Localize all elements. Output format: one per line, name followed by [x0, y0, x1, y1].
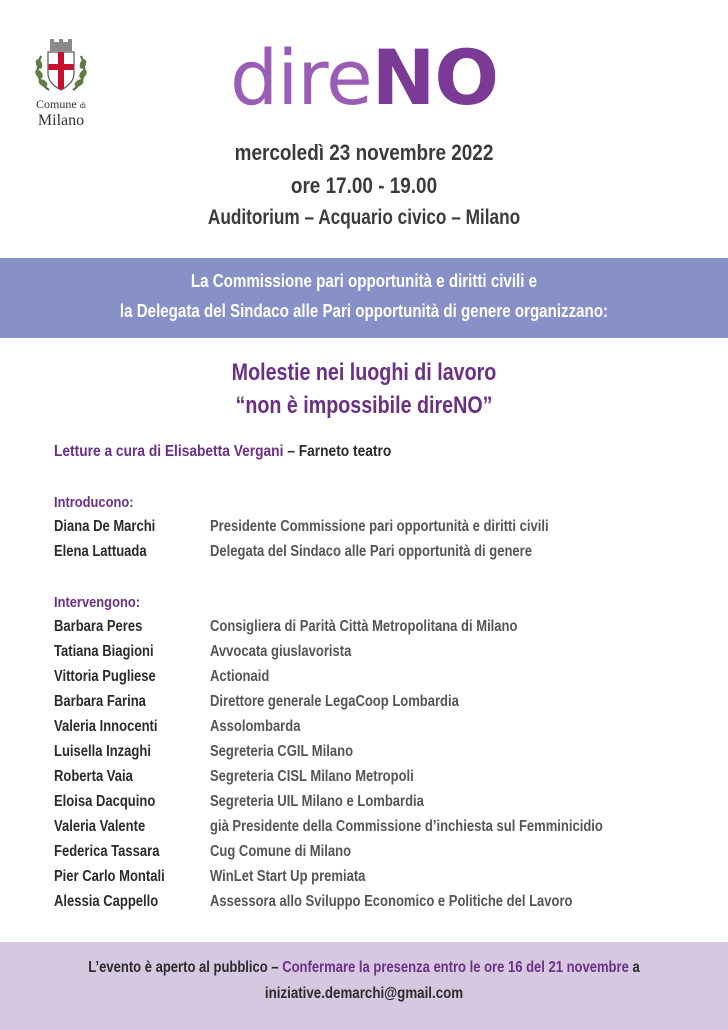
letture-sep: –	[283, 443, 299, 460]
logo-line1: Comune	[36, 97, 77, 111]
speaker-name: Tatiana Biagioni	[54, 643, 154, 660]
speaker-name: Barbara Peres	[54, 618, 143, 635]
speaker-name: Vittoria Pugliese	[54, 668, 156, 685]
footer-line1	[58, 959, 670, 977]
speaker-row	[54, 768, 694, 793]
event-venue: Auditorium – Acquario civico – Milano	[207, 206, 521, 229]
speaker-role: Segreteria CGIL Milano	[210, 743, 354, 760]
speaker-row	[54, 843, 694, 868]
speaker-name: Luisella Inzaghi	[54, 743, 151, 760]
speaker-role: Segreteria CISL Milano Metropoli	[210, 768, 414, 785]
logo-line2: Milano	[37, 112, 85, 129]
logo-line1-small: di	[79, 101, 86, 110]
speaker-role: Direttore generale LegaCoop Lombardia	[210, 693, 459, 710]
band-line2: la Delegata del Sindaco alle Pari opportunità di genere organizzano:	[119, 301, 609, 321]
footer-part1: L’evento è aperto al pubblico –	[88, 959, 283, 976]
brand-part2: NO	[371, 33, 498, 122]
speaker-row	[54, 518, 694, 543]
speaker-name: Federica Tassara	[54, 843, 160, 860]
speaker-name: Pier Carlo Montali	[54, 868, 165, 885]
speaker-name: Roberta Vaia	[54, 768, 133, 785]
brand-part1: dire	[230, 33, 372, 122]
speaker-name: Alessia Cappello	[54, 893, 159, 910]
brand-title	[0, 28, 728, 128]
introducono-label: Introducono:	[54, 494, 134, 511]
footer-email[interactable]: iniziative.demarchi@gmail.com	[264, 985, 464, 1002]
speaker-name: Eloisa Dacquino	[54, 793, 156, 810]
speaker-row	[54, 818, 694, 843]
letture-label: Letture a cura di Elisabetta Vergani	[54, 443, 284, 460]
speaker-role: Assessora allo Sviluppo Economico e Politiche del Lavoro	[210, 893, 573, 910]
speaker-role: Cug Comune di Milano	[210, 843, 352, 860]
speaker-role: già Presidente della Commissione d’inchiesta sul Femminicidio	[210, 818, 603, 835]
intervengono-label: Intervengono:	[54, 594, 140, 611]
speaker-role: Assolombarda	[210, 718, 301, 735]
speaker-role: Delegata del Sindaco alle Pari opportunità di genere	[210, 543, 532, 560]
speaker-row	[54, 868, 694, 893]
speaker-name: Valeria Valente	[54, 818, 146, 835]
speaker-name: Elena Lattuada	[54, 543, 147, 560]
footer-band	[0, 942, 728, 1030]
speaker-row	[54, 618, 694, 643]
footer-rsvp: Confermare la presenza entro le ore 16 del 21 novembre	[282, 959, 629, 976]
speaker-role: Avvocata giuslavorista	[210, 643, 352, 660]
speaker-row	[54, 668, 694, 693]
event-date: mercoledì 23 novembre 2022	[234, 140, 494, 165]
event-title-line2: “non è impossibile direNO”	[235, 392, 493, 419]
speaker-role: Consigliera di Parità Città Metropolitana di Milano	[210, 618, 518, 635]
speaker-name: Valeria Innocenti	[54, 718, 158, 735]
speaker-name: Barbara Farina	[54, 693, 146, 710]
footer-part3: a	[628, 959, 640, 976]
speaker-role: WinLet Start Up premiata	[210, 868, 366, 885]
event-time: ore 17.00 - 19.00	[290, 173, 438, 198]
event-title-line1: Molestie nei luoghi di lavoro	[231, 359, 497, 386]
speaker-role: Presidente Commissione pari opportunità e diritti civili	[210, 518, 549, 535]
speaker-row	[54, 743, 694, 768]
speaker-row	[54, 543, 694, 568]
speaker-row	[54, 793, 694, 818]
speaker-row	[54, 893, 694, 918]
speaker-row	[54, 693, 694, 718]
letture-line	[54, 443, 391, 461]
band-line1: La Commissione pari opportunità e diritti civili e	[190, 271, 538, 291]
speaker-row	[54, 643, 694, 668]
organizers-band	[0, 258, 728, 338]
speaker-row	[54, 718, 694, 743]
speaker-role: Segreteria UIL Milano e Lombardia	[210, 793, 424, 810]
letture-org: Farneto teatro	[298, 443, 392, 460]
speaker-role: Actionaid	[210, 668, 270, 685]
speaker-name: Diana De Marchi	[54, 518, 156, 535]
